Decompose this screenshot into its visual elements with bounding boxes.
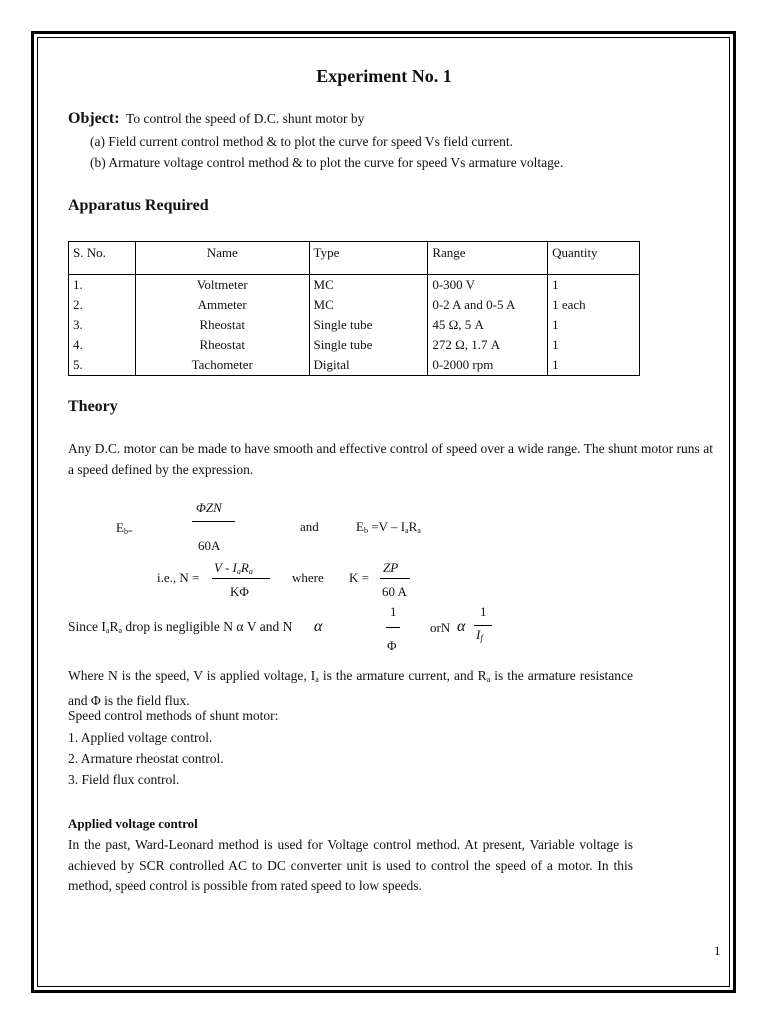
method-item: 3. Field flux control. (68, 772, 180, 787)
eq3-frac1-bar (386, 627, 400, 628)
col-header: Quantity (548, 242, 640, 275)
eq1-rhs (356, 519, 421, 535)
eq3-or: orN (430, 620, 451, 635)
eq2-k-fraction-bar (380, 578, 410, 579)
eq1-rhs-end: R (408, 519, 418, 534)
eq1-and: and (300, 519, 319, 534)
eq1-lhs-main: E (116, 520, 124, 535)
cell-name: Voltmeter (135, 275, 309, 296)
object-intro: To control the speed of D.C. shunt motor by (126, 111, 365, 126)
cell-type: Digital (309, 355, 428, 376)
eq3-frac2-den-main: I (476, 627, 481, 642)
method-item: 2. Armature rheostat control. (68, 751, 224, 766)
eq3-frac1-denominator: Φ (387, 638, 397, 653)
eq2-where: where (292, 570, 324, 585)
col-header: Name (135, 242, 309, 275)
object-label: Object: (68, 110, 120, 127)
methods-intro: Speed control methods of shunt motor: (68, 708, 279, 723)
eq2-denominator: KΦ (230, 584, 249, 599)
para2-sub2: a (486, 675, 491, 684)
eq1-rhs-rest: =V – I (367, 519, 406, 534)
theory-heading: Theory (68, 398, 118, 415)
eq1-lhs (116, 520, 132, 536)
cell-quantity: 1 each (548, 295, 640, 315)
eq3-text-b: R (109, 619, 119, 634)
para2-c: is the armature resistance and Φ is the field flux. (68, 668, 633, 708)
eq1-denominator: 60A (198, 538, 221, 553)
eq1-lhs-sub: b= (123, 527, 133, 536)
object-item-b: (b) Armature voltage control method & to plot the curve for speed Vs armature voltage. (90, 155, 564, 170)
table-row (69, 315, 640, 335)
eq3-frac2-bar (474, 625, 492, 626)
eq1-rhs-sub2: a (405, 526, 409, 535)
eq1-fraction-bar (192, 521, 235, 522)
cell-name: Rheostat (135, 315, 309, 335)
table-row (69, 295, 640, 315)
eq2-numerator (214, 560, 253, 576)
eq3-text-a: Since I (68, 619, 106, 634)
cell-quantity: 1 (548, 315, 640, 335)
cell-quantity: 1 (548, 335, 640, 355)
eq2-num-a: V - I (214, 560, 237, 575)
method-item: 1. Applied voltage control. (68, 730, 213, 745)
object-item-a: (a) Field current control method & to plot the curve for speed Vs field current. (90, 134, 513, 149)
eq3-text-c: drop is negligible N α V and N (122, 619, 293, 634)
eq3-text (68, 619, 292, 635)
col-header: S. No. (69, 242, 136, 275)
eq2-num-sub2: a (248, 567, 253, 576)
theory-paragraph: Any D.C. motor can be made to have smooth and effective control of speed over a wide range. The shunt motor runs at a speed defined by the expression. (68, 441, 713, 477)
cell-range: 0-300 V (428, 275, 548, 296)
cell-range: 272 Ω, 1.7 A (428, 335, 548, 355)
eq2-num-b: R (240, 560, 249, 575)
cell-sno: 2. (69, 295, 136, 315)
eq2-k-numerator: ZP (383, 560, 399, 575)
object-line (68, 110, 364, 128)
col-header: Range (428, 242, 548, 275)
applied-voltage-heading: Applied voltage control (68, 816, 198, 831)
table-row (69, 275, 640, 296)
eq3-sub-b: a (118, 626, 123, 635)
eq1-rhs-main: E (356, 519, 364, 534)
eq3-sub-a: a (105, 626, 110, 635)
eq2-k-denominator: 60 A (382, 584, 407, 599)
cell-type: MC (309, 295, 428, 315)
para2-a: Where N is the speed, V is applied voltage, I (68, 668, 316, 683)
cell-name: Ammeter (135, 295, 309, 315)
eq1-rhs-sub3: a (417, 526, 421, 535)
cell-sno: 5. (69, 355, 136, 376)
cell-type: Single tube (309, 315, 428, 335)
eq2-prefix: i.e., N = (157, 570, 200, 585)
cell-quantity: 1 (548, 355, 640, 376)
page-number: 1 (714, 943, 721, 958)
eq1-rhs-sub: b (363, 526, 368, 535)
para2-b: is the armature current, and R (318, 668, 487, 683)
eq2-fraction-bar (212, 578, 270, 579)
table-row (69, 335, 640, 355)
cell-range: 0-2000 rpm (428, 355, 548, 376)
para2-sub1: a (315, 675, 319, 684)
apparatus-heading: Apparatus Required (68, 197, 209, 214)
cell-sno: 1. (69, 275, 136, 296)
eq3-frac2-numerator: 1 (480, 604, 487, 619)
applied-voltage-paragraph: In the past, Ward-Leonard method is used for Voltage control method. At present, Variable voltage is achieved by SCR controlled AC to DC converter unit is used to control the speed of a motor. In this method, speed control is possible from rated speed to low speeds. (68, 837, 633, 893)
eq3-frac1-numerator: 1 (390, 604, 397, 619)
cell-name: Rheostat (135, 335, 309, 355)
eq2-k-prefix: K = (349, 570, 369, 585)
col-header: Type (309, 242, 428, 275)
eq2-num-sub: a (236, 567, 241, 576)
theory-paragraph-2 (68, 666, 633, 711)
page-title: Experiment No. 1 (316, 66, 452, 86)
eq3-frac2-denominator (476, 627, 483, 643)
cell-type: MC (309, 275, 428, 296)
eq1-numerator: ΦZN (196, 500, 222, 515)
cell-range: 45 Ω, 5 A (428, 315, 548, 335)
table-header-row (69, 242, 640, 275)
table-row (69, 355, 640, 376)
cell-name: Tachometer (135, 355, 309, 376)
cell-sno: 3. (69, 315, 136, 335)
eq3-frac2-den-sub: f (480, 633, 483, 643)
cell-quantity: 1 (548, 275, 640, 296)
eq3-alpha2: α (457, 618, 466, 635)
cell-sno: 4. (69, 335, 136, 355)
apparatus-table (68, 241, 640, 376)
eq3-alpha: α (314, 618, 323, 635)
cell-range: 0-2 A and 0-5 A (428, 295, 548, 315)
cell-type: Single tube (309, 335, 428, 355)
